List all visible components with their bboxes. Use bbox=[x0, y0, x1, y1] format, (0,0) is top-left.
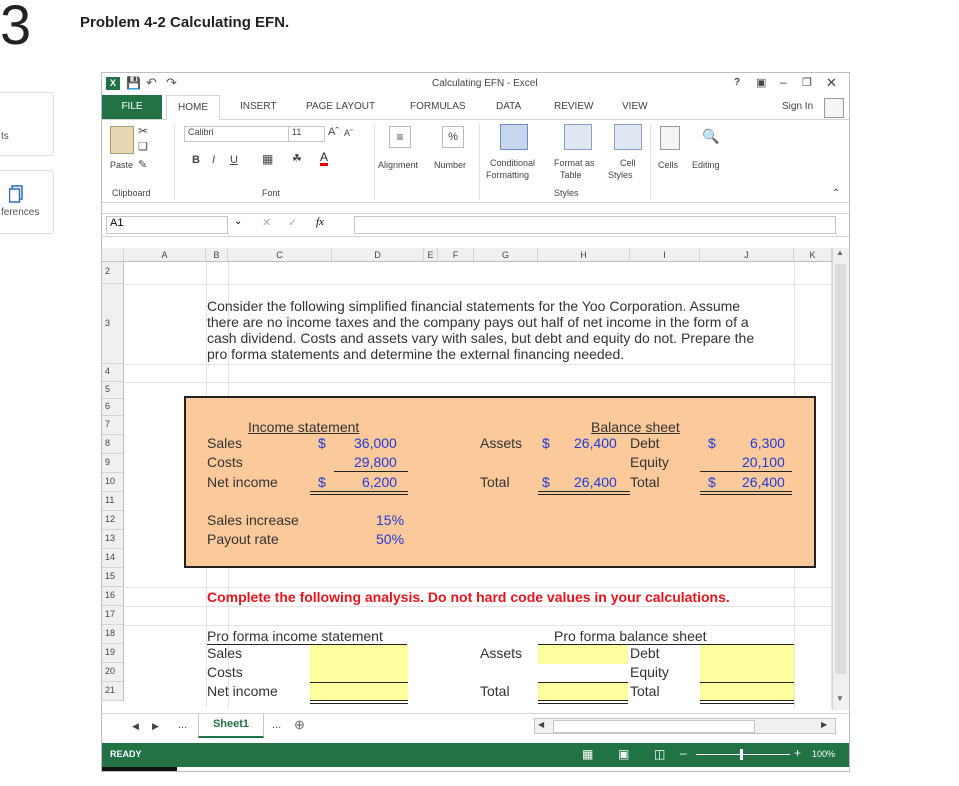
row-header[interactable]: 6 bbox=[102, 399, 124, 416]
alignment-icon[interactable]: ≡ bbox=[389, 126, 411, 148]
window-title: Calculating EFN - Excel bbox=[432, 78, 538, 89]
instruction-text: Complete the following analysis. Do not hard code values in your calculations. bbox=[207, 589, 730, 605]
normal-view-icon[interactable]: ▦ bbox=[582, 747, 594, 761]
pro-forma-bs-title: Pro forma balance sheet bbox=[554, 628, 707, 644]
underline bbox=[700, 703, 794, 704]
col-header[interactable]: A bbox=[124, 248, 206, 262]
status-text: READY bbox=[110, 749, 142, 759]
underline-button[interactable]: U bbox=[230, 154, 238, 166]
fill-color-icon[interactable]: ☘ bbox=[292, 153, 302, 165]
row-header[interactable]: 5 bbox=[102, 382, 124, 399]
underline bbox=[538, 682, 628, 683]
font-color-icon[interactable]: A bbox=[320, 150, 329, 164]
horizontal-scrollbar[interactable] bbox=[534, 718, 836, 734]
tab-review[interactable]: REVIEW bbox=[554, 101, 594, 112]
clipboard-group-label: Clipboard bbox=[112, 188, 151, 198]
income-statement-title: Income statement bbox=[248, 419, 360, 435]
pf-right-total-label: Total bbox=[630, 683, 660, 699]
pf-total-label: Total bbox=[480, 683, 510, 699]
intro-text: Consider the following simplified financial statements for the Yoo Corporation. Assume there are no income taxes and the company pays out half of net income in the form of a cash dividend. Costs and assets vary with sales, but debt and equity do not. Prepare the pro forma statements and determine the external financing needed. bbox=[207, 298, 755, 362]
prev-sheet-icon[interactable]: ◀ bbox=[132, 721, 139, 731]
bs-debt-dollar: $ bbox=[708, 435, 716, 451]
grid-line bbox=[124, 606, 832, 607]
worksheet-grid[interactable] bbox=[102, 248, 849, 708]
tab-view[interactable]: VIEW bbox=[622, 101, 648, 112]
zoom-in-icon[interactable]: + bbox=[794, 746, 802, 760]
more-sheets-left[interactable]: ... bbox=[178, 719, 188, 731]
bs-equity-value: 20,100 bbox=[742, 454, 785, 470]
bs-debt-value: 6,300 bbox=[750, 435, 786, 451]
h-scroll-thumb[interactable] bbox=[553, 720, 755, 733]
underline bbox=[310, 703, 408, 704]
title-bar bbox=[102, 73, 849, 95]
underline bbox=[310, 682, 408, 683]
row-header[interactable]: 8 bbox=[102, 435, 124, 454]
payout-rate-label: Payout rate bbox=[207, 531, 279, 547]
row-header[interactable]: 4 bbox=[102, 364, 124, 382]
next-sheet-icon[interactable]: ▶ bbox=[152, 721, 159, 731]
is-costs-label: Costs bbox=[207, 454, 243, 470]
tab-file[interactable]: FILE bbox=[102, 95, 162, 119]
font-group-label: Font bbox=[262, 188, 281, 198]
bs-assets-dollar: $ bbox=[542, 435, 550, 451]
borders-icon[interactable]: ▦ bbox=[262, 152, 274, 166]
pf-assets-label: Assets bbox=[480, 645, 523, 661]
grow-font-icon[interactable]: Aˆ bbox=[328, 126, 339, 138]
is-sales-dollar: $ bbox=[318, 435, 326, 451]
page-break-view-icon[interactable]: ◫ bbox=[654, 747, 666, 761]
row-header[interactable]: 7 bbox=[102, 416, 124, 435]
pro-forma-is-input-area[interactable] bbox=[310, 645, 408, 701]
row-header[interactable]: 9 bbox=[102, 454, 124, 473]
scroll-left-icon[interactable]: ◀ bbox=[538, 720, 545, 729]
row-header[interactable]: 15 bbox=[102, 568, 124, 587]
conditional-formatting-button[interactable]: Conditional bbox=[490, 158, 536, 168]
row-header[interactable]: 12 bbox=[102, 511, 124, 530]
cells-icon[interactable] bbox=[660, 126, 680, 150]
side-panel-references[interactable] bbox=[0, 170, 54, 234]
group-divider bbox=[374, 124, 375, 200]
name-box[interactable]: A1 bbox=[106, 216, 228, 234]
grid-line bbox=[124, 382, 832, 383]
underline bbox=[700, 682, 794, 683]
more-sheets-right[interactable]: ... bbox=[272, 719, 282, 731]
grid-line bbox=[124, 284, 832, 285]
cell-styles-icon[interactable] bbox=[614, 124, 642, 150]
format-painter-icon[interactable]: ✎ bbox=[138, 159, 148, 171]
tab-page-layout[interactable]: PAGE LAYOUT bbox=[306, 101, 376, 112]
progress-strip bbox=[102, 767, 177, 771]
percent-icon[interactable]: % bbox=[442, 126, 464, 148]
user-avatar-icon[interactable] bbox=[824, 98, 844, 118]
italic-button[interactable]: I bbox=[212, 154, 216, 166]
bs-debt-label: Debt bbox=[630, 435, 660, 451]
find-icon[interactable]: 🔍 bbox=[702, 128, 720, 144]
page-layout-view-icon[interactable]: ▣ bbox=[618, 747, 630, 761]
pf-costs-label: Costs bbox=[207, 664, 243, 680]
help-icon[interactable]: ? bbox=[734, 77, 741, 88]
side-panel-item[interactable] bbox=[0, 92, 54, 156]
zoom-slider[interactable] bbox=[696, 754, 790, 755]
bold-button[interactable]: B bbox=[192, 154, 200, 166]
insert-function-icon[interactable]: fx bbox=[316, 216, 324, 228]
row-header[interactable]: 21 bbox=[102, 682, 124, 701]
restore-icon[interactable]: ❐ bbox=[802, 77, 812, 89]
col-header[interactable]: E bbox=[424, 248, 438, 262]
table-label: Table bbox=[560, 170, 582, 180]
pf-assets-input[interactable] bbox=[538, 645, 628, 664]
col-header[interactable]: I bbox=[630, 248, 700, 262]
problem-number: 3 bbox=[0, 0, 32, 56]
bs-right-total-label: Total bbox=[630, 474, 660, 490]
editing-button[interactable]: Editing bbox=[692, 160, 720, 170]
enter-icon[interactable]: ✓ bbox=[288, 217, 298, 229]
underline bbox=[310, 491, 408, 492]
alignment-button[interactable]: Alignment bbox=[378, 160, 419, 170]
pf-equity-label: Equity bbox=[630, 664, 669, 680]
tab-data[interactable]: DATA bbox=[496, 101, 522, 112]
styles-group-label: Styles bbox=[554, 188, 579, 198]
col-header[interactable]: H bbox=[538, 248, 630, 262]
bs-assets-label: Assets bbox=[480, 435, 523, 451]
close-icon[interactable]: ✕ bbox=[826, 75, 837, 90]
row-header[interactable]: 19 bbox=[102, 644, 124, 663]
row-header[interactable]: 2 bbox=[102, 262, 124, 284]
underline bbox=[538, 700, 628, 701]
tab-home[interactable]: HOME bbox=[166, 95, 220, 120]
row-header[interactable]: 18 bbox=[102, 625, 124, 644]
ribbon-tabs bbox=[102, 95, 849, 120]
formula-input[interactable] bbox=[354, 216, 836, 234]
row-header[interactable]: 11 bbox=[102, 492, 124, 511]
sheet1-tab[interactable]: Sheet1 bbox=[198, 714, 264, 738]
excel-window bbox=[101, 72, 850, 772]
col-header[interactable]: J bbox=[700, 248, 794, 262]
scroll-up-icon[interactable]: ▲ bbox=[836, 248, 844, 257]
copy-icon[interactable]: ❏ bbox=[138, 141, 148, 153]
row-header[interactable]: 14 bbox=[102, 549, 124, 568]
collapse-ribbon-icon[interactable]: ⌃ bbox=[832, 188, 841, 199]
conditional-formatting-icon[interactable] bbox=[500, 124, 528, 150]
is-sales-value: 36,000 bbox=[354, 435, 397, 451]
balance-sheet-title: Balance sheet bbox=[591, 419, 680, 435]
bs-total-value: 26,400 bbox=[574, 474, 617, 490]
formula-bar bbox=[102, 213, 849, 237]
grid-line bbox=[124, 364, 832, 365]
underline bbox=[538, 491, 630, 492]
pro-forma-is-title: Pro forma income statement bbox=[207, 628, 383, 644]
grid-line bbox=[124, 587, 832, 588]
scroll-thumb[interactable] bbox=[835, 264, 846, 674]
formatting-label: Formatting bbox=[486, 170, 530, 180]
grid-line bbox=[124, 625, 832, 626]
paste-button[interactable]: Paste bbox=[110, 160, 134, 170]
underline bbox=[538, 703, 628, 704]
is-sales-label: Sales bbox=[207, 435, 243, 451]
row-header[interactable]: 10 bbox=[102, 473, 124, 492]
underline bbox=[700, 471, 792, 472]
select-all-corner[interactable] bbox=[102, 248, 124, 262]
bs-right-total-dollar: $ bbox=[708, 474, 716, 490]
sales-increase-label: Sales increase bbox=[207, 512, 299, 528]
col-header[interactable]: F bbox=[438, 248, 474, 262]
underline bbox=[700, 491, 792, 492]
undo-icon[interactable]: ↶ bbox=[146, 75, 157, 90]
bs-total-dollar: $ bbox=[542, 474, 550, 490]
row-header[interactable]: 20 bbox=[102, 663, 124, 682]
underline bbox=[334, 471, 408, 472]
bs-right-total-value: 26,400 bbox=[742, 474, 785, 490]
zoom-level[interactable]: 100% bbox=[812, 749, 836, 759]
col-header[interactable]: K bbox=[794, 248, 832, 262]
side-label-1: ts bbox=[1, 131, 9, 142]
tab-formulas[interactable]: FORMULAS bbox=[410, 101, 466, 112]
underline bbox=[700, 494, 792, 495]
row-header[interactable]: 3 bbox=[102, 284, 124, 364]
payout-rate-value: 50% bbox=[376, 531, 405, 547]
excel-logo-icon: X bbox=[106, 77, 120, 90]
sheet-tab-bar bbox=[102, 713, 849, 742]
styles-label: Styles bbox=[608, 170, 633, 180]
bs-total-label: Total bbox=[480, 474, 510, 490]
vertical-scrollbar[interactable] bbox=[832, 248, 849, 710]
row-header[interactable]: 13 bbox=[102, 530, 124, 549]
scroll-right-icon[interactable]: ▶ bbox=[821, 720, 828, 729]
pf-total-assets-input[interactable] bbox=[538, 683, 628, 701]
col-header[interactable]: D bbox=[332, 248, 424, 262]
name-box-dropdown-icon[interactable]: ⌄ bbox=[234, 216, 243, 227]
row-header[interactable]: 17 bbox=[102, 606, 124, 625]
underline bbox=[700, 700, 794, 701]
number-button[interactable]: Number bbox=[434, 160, 467, 170]
font-size-select[interactable]: 11 bbox=[288, 126, 325, 142]
scroll-down-icon[interactable]: ▼ bbox=[836, 694, 844, 703]
is-net-income-dollar: $ bbox=[318, 474, 326, 490]
cell-styles-button[interactable]: Cell bbox=[620, 158, 636, 168]
redo-icon[interactable]: ↷ bbox=[166, 75, 177, 90]
group-divider bbox=[479, 124, 480, 200]
sign-in-link[interactable]: Sign In bbox=[782, 101, 814, 112]
side-label-2: ferences bbox=[1, 207, 40, 218]
underline bbox=[538, 494, 630, 495]
col-header[interactable]: B bbox=[206, 248, 228, 262]
pf-net-income-label: Net income bbox=[207, 683, 278, 699]
group-divider bbox=[174, 124, 175, 200]
pf-sales-label: Sales bbox=[207, 645, 243, 661]
zoom-out-icon[interactable]: – bbox=[680, 746, 687, 760]
bs-equity-label: Equity bbox=[630, 454, 669, 470]
ribbon-home bbox=[102, 120, 849, 203]
underline bbox=[310, 494, 408, 495]
cut-icon[interactable]: ✂ bbox=[138, 124, 149, 138]
cells-button[interactable]: Cells bbox=[658, 160, 679, 170]
is-costs-value: 29,800 bbox=[354, 454, 397, 470]
add-sheet-icon[interactable]: ⊕ bbox=[294, 717, 305, 732]
ribbon-display-icon[interactable]: ▣ bbox=[756, 77, 767, 89]
bs-assets-value: 26,400 bbox=[574, 435, 617, 451]
font-name-select[interactable]: Calibri bbox=[184, 126, 289, 142]
minimize-icon[interactable]: – bbox=[780, 75, 787, 89]
status-bar bbox=[102, 743, 849, 767]
paste-icon[interactable] bbox=[110, 126, 134, 154]
cancel-icon[interactable]: ✕ bbox=[262, 217, 272, 229]
format-as-table-button[interactable]: Format as bbox=[554, 158, 595, 168]
zoom-slider-thumb[interactable] bbox=[740, 749, 743, 760]
sales-increase-value: 15% bbox=[376, 512, 405, 528]
pro-forma-bs-input-area[interactable] bbox=[700, 645, 794, 701]
pf-debt-label: Debt bbox=[630, 645, 660, 661]
save-icon[interactable]: 💾 bbox=[126, 76, 141, 90]
format-as-table-icon[interactable] bbox=[564, 124, 592, 150]
is-net-income-label: Net income bbox=[207, 474, 278, 490]
tab-insert[interactable]: INSERT bbox=[240, 101, 277, 112]
group-divider bbox=[650, 124, 651, 200]
references-icon bbox=[9, 185, 25, 203]
problem-title: Problem 4-2 Calculating EFN. bbox=[80, 14, 290, 31]
col-header[interactable]: G bbox=[474, 248, 538, 262]
underline bbox=[310, 700, 408, 701]
is-net-income-value: 6,200 bbox=[362, 474, 398, 490]
col-header[interactable]: C bbox=[228, 248, 332, 262]
shrink-font-icon[interactable]: Aˇ bbox=[344, 128, 353, 138]
row-header[interactable]: 16 bbox=[102, 587, 124, 606]
